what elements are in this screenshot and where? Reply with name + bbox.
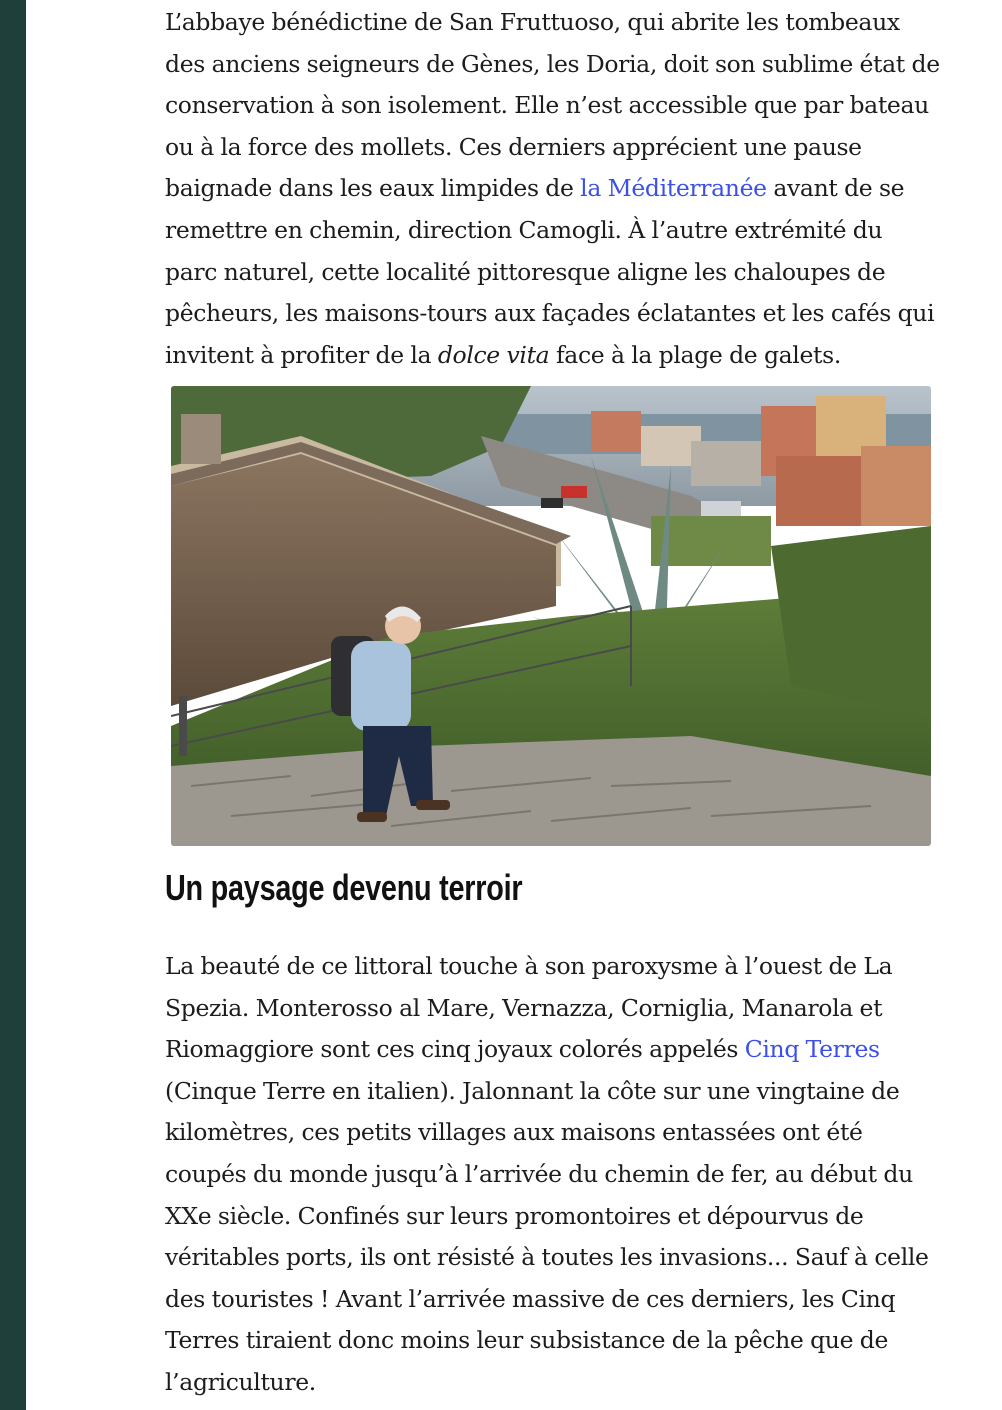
- paragraph-1-text-c: face à la plage de galets.: [549, 340, 841, 369]
- article-photo: [171, 386, 931, 846]
- paragraph-2-text-a: La beauté de ce littoral touche à son paroxysme à l’ouest de La Spezia. Monterosso al Mare, Vernazza, Corniglia, Manarola et Riomaggiore sont ces cinq joyaux colorés appelés: [165, 952, 893, 1064]
- paragraph-2-text-b: (Cinque Terre en italien). Jalonnant la côte sur une vingtaine de kilomètres, ces petits villages aux maisons entassées ont été coupés du monde jusqu’à l’arrivée du chemin de fer, au début du XXe siècle. Confinés sur leurs promontoires et dépourvus de véritables ports, ils ont résisté à toutes les invasions... Sauf à celle des touristes ! Avant l’arrivée massive de ces derniers, les Cinq Terres tiraient donc moins leur subsistance de la pêche que de l’agriculture.: [165, 1076, 929, 1396]
- paragraph-1-text-a: L’abbaye bénédictine de San Fruttuoso, qui abrite les tombeaux des anciens seigneurs de Gènes, les Doria, doit son sublime état de conservation à son isolement. Elle n’est accessible que par bateau ou à la force des mollets. Ces derniers apprécient une pause baignade dans les eaux limpides de: [165, 8, 940, 203]
- article-paragraph-2: [165, 946, 940, 1404]
- paragraph-1-text-b: avant de se remettre en chemin, direction Camogli. À l’autre extrémité du parc naturel, cette localité pittoresque aligne les chaloupes de pêcheurs, les maisons-tours aux façades éclatantes et les cafés qui invitent à profiter de la: [165, 174, 935, 369]
- link-mediterranee[interactable]: la Méditerranée: [580, 174, 767, 203]
- paragraph-1-italic: dolce vita: [437, 340, 550, 369]
- link-cinq-terres[interactable]: Cinq Terres: [744, 1035, 880, 1064]
- left-side-bar: [0, 0, 26, 1410]
- section-heading: Un paysage devenu terroir: [165, 867, 523, 908]
- article-paragraph-1: [165, 2, 940, 376]
